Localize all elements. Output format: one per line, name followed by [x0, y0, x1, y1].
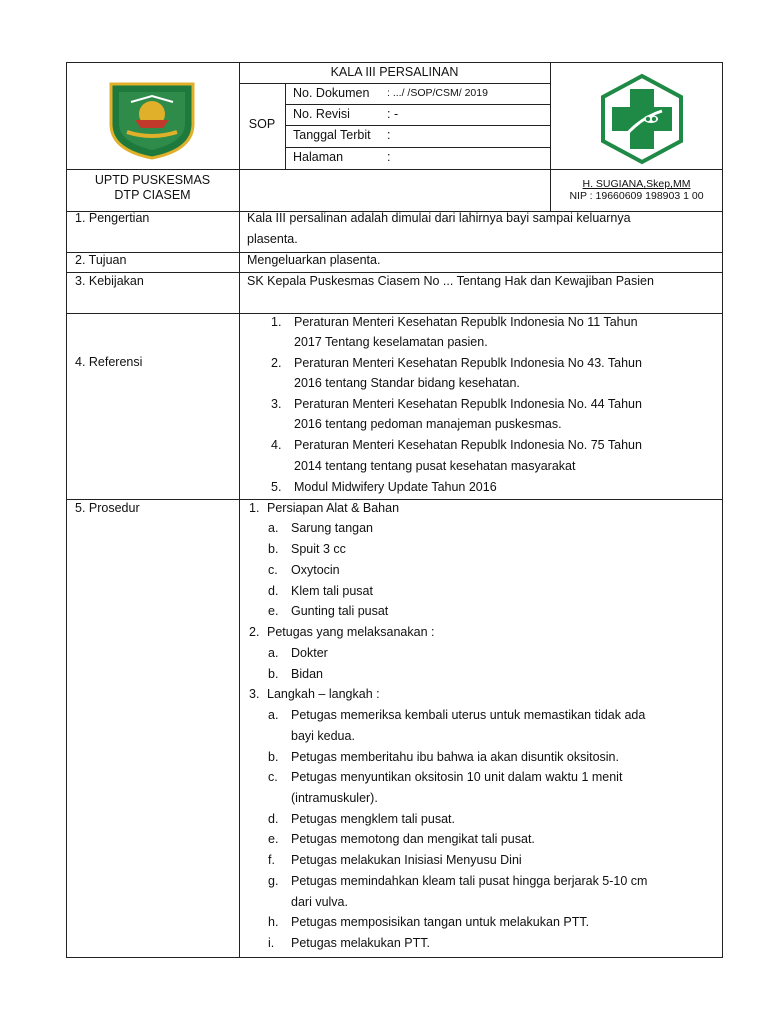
ref-line: Peraturan Menteri Kesehatan Republk Indonesia No. 44 Tahun	[294, 397, 642, 411]
prosedur-item-text: Spuit 3 cc	[291, 542, 346, 556]
kebijakan-text: SK Kepala Puskesmas Ciasem No ... Tentang Hak dan Kewajiban Pasien	[247, 274, 654, 288]
prosedur-item-text: Oxytocin	[291, 563, 340, 577]
ref-line: Peraturan Menteri Kesehatan Republk Indonesia No 11 Tahun	[294, 315, 638, 329]
prosedur-item-letter: g.	[268, 874, 279, 888]
ref-line: 2016 tentang Standar bidang kesehatan.	[294, 376, 520, 390]
prosedur-item-text: (intramuskuler).	[291, 791, 378, 805]
divider-left-column	[239, 62, 240, 958]
prosedur-item-letter: a.	[268, 521, 279, 535]
doc-row-label-revisi: No. Revisi	[293, 107, 350, 121]
prosedur-item-letter: c.	[268, 770, 278, 784]
signatory-nip: NIP : 19660609 198903 1 00	[569, 190, 704, 202]
ref-line: Peraturan Menteri Kesehatan Republk Indonesia No. 75 Tahun	[294, 438, 642, 452]
prosedur-group-num: 2.	[249, 625, 260, 639]
prosedur-item-letter: b.	[268, 542, 279, 556]
pengertian-text-line1: Kala III persalinan adalah dimulai dari lahirnya bayi sampai keluarnya	[247, 211, 631, 225]
prosedur-item-letter: h.	[268, 915, 279, 929]
prosedur-item-letter: f.	[268, 853, 275, 867]
prosedur-item-letter: b.	[268, 667, 279, 681]
doc-row-value-halaman: :	[387, 150, 391, 164]
section-label-tujuan: 2. Tujuan	[75, 253, 127, 267]
prosedur-item-text: Petugas melakukan PTT.	[291, 936, 430, 950]
ref-line: 2017 Tentang keselamatan pasien.	[294, 335, 488, 349]
prosedur-item-text: Dokter	[291, 646, 328, 660]
prosedur-group-title: Langkah – langkah :	[267, 687, 380, 701]
prosedur-item-text: Klem tali pusat	[291, 584, 373, 598]
prosedur-item-text: Petugas memotong dan mengikat tali pusat.	[291, 832, 535, 846]
ref-line: Modul Midwifery Update Tahun 2016	[294, 480, 497, 494]
prosedur-item-letter: e.	[268, 604, 279, 618]
prosedur-item-text: Petugas mengklem tali pusat.	[291, 812, 455, 826]
ref-num: 4.	[271, 438, 282, 452]
divider-header-main	[66, 169, 723, 170]
ref-num: 1.	[271, 315, 282, 329]
org-name-line1: UPTD PUSKESMAS	[94, 173, 211, 187]
prosedur-item-letter: d.	[268, 812, 279, 826]
prosedur-group-title: Persiapan Alat & Bahan	[267, 501, 400, 515]
divider-pengertian	[66, 252, 723, 253]
ref-num: 2.	[271, 356, 282, 370]
ref-line: Peraturan Menteri Kesehatan Republk Indonesia No 43. Tahun	[294, 356, 642, 370]
ref-line: 2014 tentang tentang pusat kesehatan masyarakat	[294, 459, 576, 473]
prosedur-item-text: Bidan	[291, 667, 323, 681]
doc-row-value-nomor: : .../ /SOP/CSM/ 2019	[387, 87, 488, 99]
prosedur-item-text: Petugas memeriksa kembali uterus untuk memastikan tidak ada	[291, 708, 646, 722]
ref-line: 2016 tentang pedoman manajeman puskesmas.	[294, 417, 562, 431]
pengertian-text-line2: plasenta.	[247, 232, 298, 246]
doc-row-value-tanggal: :	[387, 128, 391, 142]
doc-row-label-tanggal: Tanggal Terbit	[293, 128, 371, 142]
section-label-prosedur: 5. Prosedur	[75, 501, 140, 515]
prosedur-item-letter: i.	[268, 936, 275, 950]
doc-row-label-halaman: Halaman	[293, 150, 344, 164]
prosedur-item-text: bayi kedua.	[291, 729, 355, 743]
prosedur-item-text: Petugas menyuntikan oksitosin 10 unit dalam waktu 1 menit	[291, 770, 623, 784]
prosedur-item-letter: d.	[268, 584, 279, 598]
signatory-name: H. SUGIANA,Skep,MM	[582, 178, 691, 190]
prosedur-item-text: dari vulva.	[291, 895, 348, 909]
tujuan-text: Mengeluarkan plasenta.	[247, 253, 381, 267]
ref-num: 3.	[271, 397, 282, 411]
org-name-line2: DTP CIASEM	[114, 188, 191, 202]
prosedur-group-title: Petugas yang melaksanakan :	[267, 625, 435, 639]
doc-row-label-nomor: No. Dokumen	[293, 86, 370, 100]
doc-row-value-revisi: : -	[387, 107, 399, 121]
prosedur-group-num: 1.	[249, 501, 260, 515]
ref-num: 5.	[271, 480, 282, 494]
kabupaten-crest-icon	[105, 80, 199, 160]
section-label-kebijakan: 3. Kebijakan	[75, 274, 144, 288]
sop-label: SOP	[248, 117, 276, 131]
prosedur-item-text: Petugas melakukan Inisiasi Menyusu Dini	[291, 853, 522, 867]
prosedur-item-letter: a.	[268, 646, 279, 660]
prosedur-item-letter: b.	[268, 750, 279, 764]
section-label-pengertian: 1. Pengertian	[75, 211, 150, 225]
puskesmas-hexagon-cross-icon	[596, 73, 688, 165]
prosedur-item-letter: e.	[268, 832, 279, 846]
prosedur-item-text: Gunting tali pusat	[291, 604, 389, 618]
prosedur-item-text: Petugas memberitahu ibu bahwa ia akan disuntik oksitosin.	[291, 750, 619, 764]
prosedur-item-letter: a.	[268, 708, 279, 722]
prosedur-item-letter: c.	[268, 563, 278, 577]
prosedur-group-num: 3.	[249, 687, 260, 701]
section-label-referensi: 4. Referensi	[75, 355, 143, 369]
prosedur-item-text: Sarung tangan	[291, 521, 374, 535]
divider-sop-column	[285, 83, 286, 169]
prosedur-item-text: Petugas memposisikan tangan untuk melakukan PTT.	[291, 915, 590, 929]
document-title: KALA III PERSALINAN	[330, 65, 459, 79]
prosedur-item-text: Petugas memindahkan kleam tali pusat hingga berjarak 5-10 cm	[291, 874, 648, 888]
